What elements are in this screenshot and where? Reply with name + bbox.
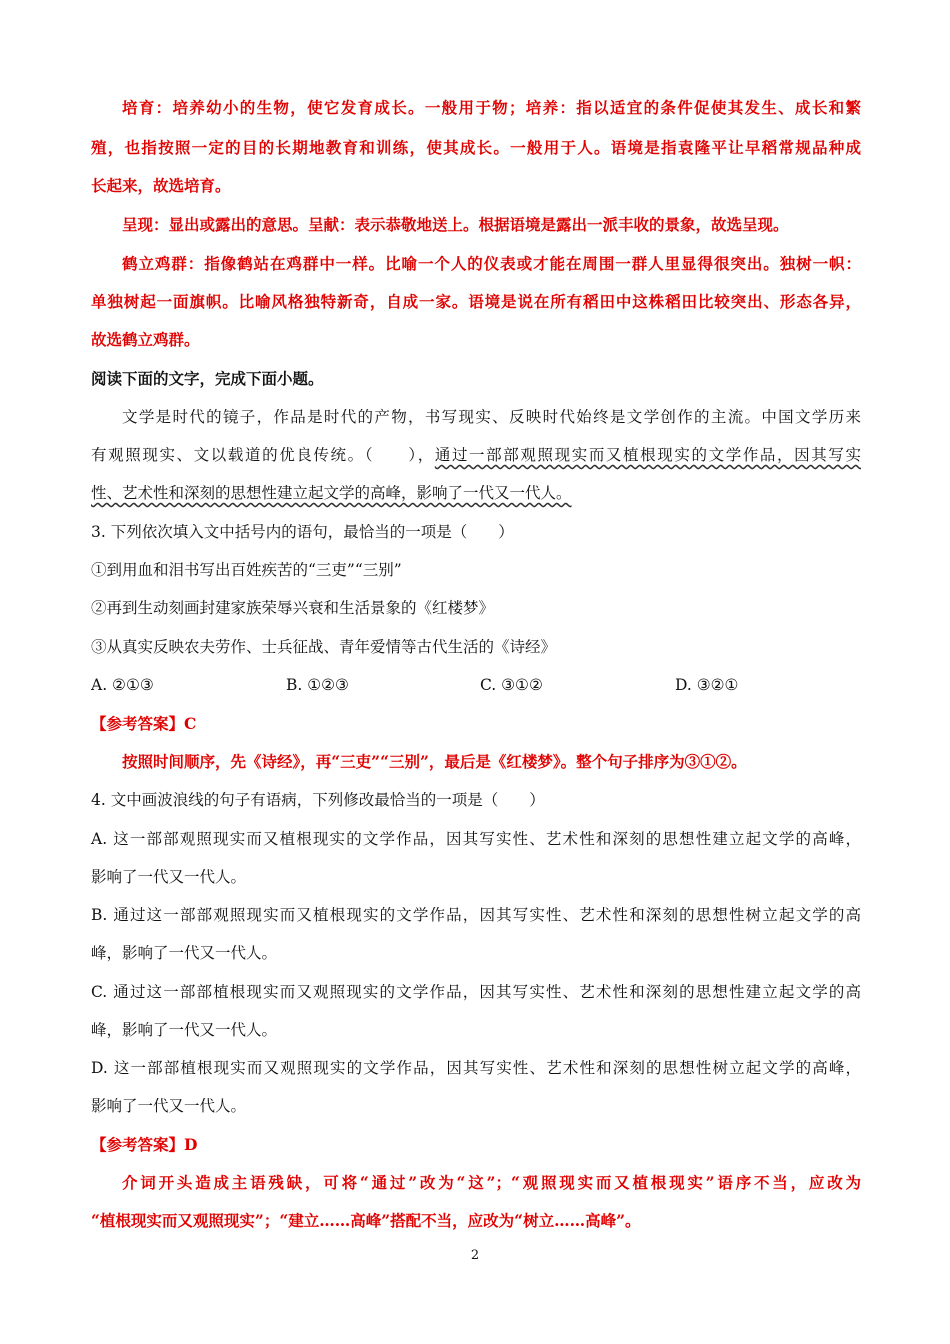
- answer-4-explanation: 介词开头造成主语残缺，可将“通过”改为“这”；“观照现实而又植根现实”语序不当，应改为: [122, 1173, 861, 1192]
- explanation-line: 鹤立鸡群：指像鹤站在鸡群中一样。比喻一个人的仪表或才能在周围一群人里显得很突出。独树一帜：: [122, 254, 861, 273]
- passage-text: 有观照现实、文以载道的优良传统。（ ），: [91, 446, 435, 464]
- question-4-option-c: C. 通过这一部部植根现实而又观照现实的文学作品，因其写实性、艺术性和深刻的思想性建立起文学的高: [91, 983, 861, 1001]
- question-3-stem: 3. 下列依次填入文中括号内的语句，最恰当的一项是（ ）: [91, 523, 514, 541]
- option-a: A. ②①③: [91, 676, 154, 694]
- question-3-sentence-2: ②再到生动刻画封建家族荣辱兴衰和生活景象的《红楼梦》: [91, 599, 495, 617]
- page-number: 2: [470, 1248, 480, 1263]
- passage-line: 文学是时代的镜子，作品是时代的产物，书写现实、反映时代始终是文学创作的主流。中国文学历来: [122, 408, 861, 426]
- wavy-underlined-sentence: 通过一部部观照现实而又植根现实的文学作品，因其写实: [434, 446, 861, 464]
- reading-instruction: 阅读下面的文字，完成下面小题。: [91, 369, 324, 388]
- option-b: B. ①②③: [286, 676, 349, 694]
- wavy-underlined-sentence: 性、艺术性和深刻的思想性建立起文学的高峰，影响了一代又一代人。: [91, 484, 572, 502]
- question-3-sentence-3: ③从真实反映农夫劳作、士兵征战、青年爱情等古代生活的《诗经》: [91, 638, 557, 656]
- question-4-option-d-cont: 影响了一代又一代人。: [91, 1097, 247, 1115]
- explanation-line: 培育：培养幼小的生物，使它发育成长。一般用于物；培养：指以适宜的条件促使其发生、成长和繁: [122, 98, 861, 117]
- question-4-option-b: B. 通过这一部部观照现实而又植根现实的文学作品，因其写实性、艺术性和深刻的思想性树立起文学的高: [91, 906, 861, 924]
- passage-line: [91, 445, 861, 465]
- question-4-option-c-cont: 峰，影响了一代又一代人。: [91, 1021, 278, 1039]
- question-3-sentence-1: ①到用血和泪书写出百姓疾苦的“三吏”“三别”: [91, 561, 402, 579]
- option-c: C. ③①②: [480, 676, 543, 694]
- question-4-option-b-cont: 峰，影响了一代又一代人。: [91, 944, 278, 962]
- question-4-stem: 4. 文中画波浪线的句子有语病，下列修改最恰当的一项是（ ）: [91, 791, 545, 809]
- explanation-line: 殖，也指按照一定的目的长期地教育和训练，使其成长。一般用于人。语境是指袁隆平让早稻常规品种成: [91, 138, 861, 157]
- answer-3-explanation: 按照时间顺序，先《诗经》，再“三吏”“三别”，最后是《红楼梦》。整个句子排序为③①②。: [122, 752, 747, 771]
- question-4-option-d: D. 这一部部植根现实而又观照现实的文学作品，因其写实性、艺术性和深刻的思想性树立起文学的高峰，: [91, 1059, 861, 1077]
- explanation-line: 呈现：显出或露出的意思。呈献：表示恭敬地送上。根据语境是露出一派丰收的景象，故选呈现。: [122, 215, 789, 234]
- explanation-line: 长起来，故选培育。: [91, 176, 231, 195]
- explanation-line: 故选鹤立鸡群。: [91, 330, 200, 349]
- explanation-line: 单独树起一面旗帜。比喻风格独特新奇，自成一家。语境是说在所有稻田中这株稻田比较突出、形态各异，: [91, 292, 861, 311]
- answer-3: 【参考答案】C: [91, 714, 197, 733]
- question-4-option-a-cont: 影响了一代又一代人。: [91, 868, 247, 886]
- option-d: D. ③②①: [675, 676, 739, 694]
- answer-4-explanation: “植根现实而又观照现实”；“建立……高峰”搭配不当，应改为“树立……高峰”。: [91, 1211, 641, 1230]
- question-4-option-a: A. 这一部部观照现实而又植根现实的文学作品，因其写实性、艺术性和深刻的思想性建立起文学的高峰，: [91, 830, 861, 848]
- answer-4: 【参考答案】D: [91, 1135, 198, 1154]
- passage-line: [91, 483, 861, 503]
